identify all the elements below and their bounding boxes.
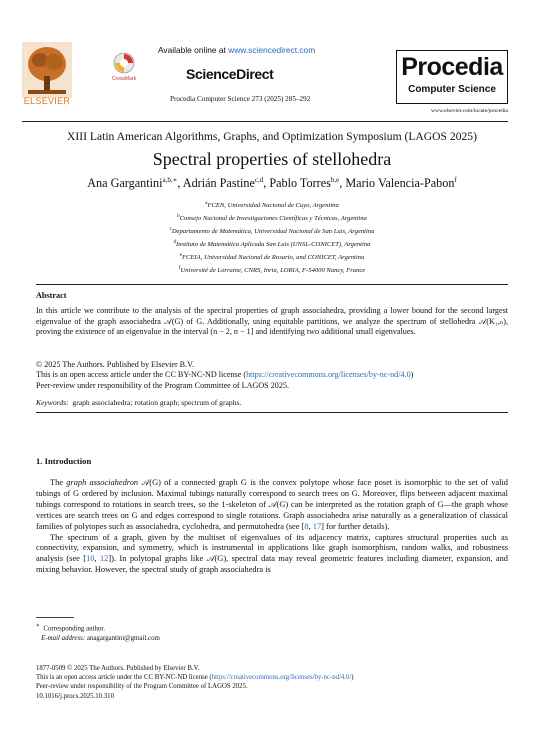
affiliation-line xyxy=(0,238,544,251)
bottom-license-suffix: ) xyxy=(351,674,354,682)
text: , xyxy=(308,521,313,531)
text: , xyxy=(94,554,100,564)
footnote-mark: ∗ xyxy=(36,623,40,629)
text: 𝒜(G) of a connected graph G is the convex polytope whose face poset is isomorphic to the set of valid tubings of G ordered by inclusion. Maximal tubings naturally correspond to search trees on G. Moreover, flips between adjacent maximal tubings correspond to rotations in search trees, so the 1-skeleton of 𝒜(G) can be interpreted as the rotation graph of G—the graph whose vertices are search trees on G and edges correspond to single rotations. Graph associahedra arise naturally as a generalization of classical families of polytopes such as associahedra, cyclohedra, and permutohedra (see [ xyxy=(36,478,508,531)
author-name: Pablo Torres xyxy=(269,176,331,191)
journal-citation: Procedia Computer Science 273 (2025) 285–292 xyxy=(170,95,311,103)
citation-link[interactable]: 12 xyxy=(99,554,109,564)
author-separator: , xyxy=(263,176,270,191)
license-suffix: ) xyxy=(410,370,414,380)
text: ]). In polytopal graphs like 𝒜(G), spectral data may reveal geometric features including diameter, expansion, and mixing behavior. However, the spectral study of graph associahedra is xyxy=(36,554,508,575)
author-list xyxy=(0,176,544,191)
elsevier-tree-logo xyxy=(22,42,72,98)
abstract-heading: Abstract xyxy=(36,291,67,300)
citation-link[interactable]: 17 xyxy=(312,521,322,531)
crossmark-label: CrossMark xyxy=(111,76,137,82)
text: The xyxy=(50,478,67,487)
affiliation-text: FCEN, Universidad Nacional de Cuyo, Argentina xyxy=(207,202,339,210)
affiliation-mark: c xyxy=(169,226,172,232)
license-block xyxy=(36,360,508,391)
affiliation-mark: e xyxy=(179,252,182,258)
footnote xyxy=(36,621,160,644)
affiliation-line xyxy=(0,251,544,264)
corresponding-author-note xyxy=(36,621,160,634)
issn-line: 1877-0509 © 2025 The Authors. Published by Elsevier B.V. xyxy=(36,665,200,672)
license-prefix: This is an open access article under the CC BY-NC-ND license ( xyxy=(36,370,247,380)
doi-line[interactable]: 10.1016/j.procs.2025.10.310 xyxy=(36,692,114,700)
introduction-body xyxy=(36,478,508,576)
affiliation-text: Consejo Nacional de Investigaciones Científicas y Técnicas, Argentina xyxy=(179,215,367,223)
keywords-line xyxy=(36,398,241,407)
affiliation-line xyxy=(0,212,544,225)
license-link[interactable]: https://creativecommons.org/licenses/by-nc-nd/4.0 xyxy=(246,370,411,380)
author-affiliation-marks: a,b,∗ xyxy=(162,176,178,184)
text: The spectrum of a graph, given by the multiset of eigenvalues of its adjacency matrix, captures structural properties such as connectivity, expansion, and symmetry, which is instrumental in applications like graph isomorphism, random walks, and robustness analysis (see [ xyxy=(36,532,508,564)
procedia-logo xyxy=(396,50,508,104)
affiliation-mark: b xyxy=(177,213,180,219)
author-separator: , xyxy=(339,176,346,191)
affiliation-text: Departamento de Matemática, Universidad Nacional de San Luis, Argentina xyxy=(171,228,375,236)
keywords-label: Keywords: xyxy=(36,398,69,407)
copyright-line: © 2025 The Authors. Published by Elsevier B.V. xyxy=(36,360,194,369)
affiliation-text: FCEIA, Universidad Nacional de Rosario, and CONICET, Argentina xyxy=(181,254,365,262)
available-online-line xyxy=(158,45,315,55)
emphasis: graph associahedron xyxy=(66,478,139,487)
email-label: E-mail address: xyxy=(41,635,86,643)
crossmark-icon[interactable] xyxy=(113,52,135,74)
affiliation-mark: d xyxy=(173,239,177,245)
procedia-url[interactable]: www.elsevier.com/locate/procedia xyxy=(431,108,508,114)
abstract-text: In this article we contribute to the analysis of the spectral properties of graph associahedra, providing a lower bound for the second largest eigenvalue of the graph associahedra 𝒜(G) of G. Additionally, using equitable partitions, we analyze the spectrum of stellohedra 𝒜(K₁,ₙ), proving the existence of an eigenvalue in the interval (n − 2, n − 1] and identifying two additional small eigenvalues. xyxy=(36,306,508,336)
email-note xyxy=(36,634,160,644)
affiliation-line xyxy=(0,225,544,238)
affiliation-line xyxy=(0,199,544,212)
author-affiliation-marks: f xyxy=(454,176,457,184)
peer-review-line: Peer-review under responsibility of the Program Committee of LAGOS 2025. xyxy=(36,380,290,390)
affiliation-line xyxy=(0,264,544,277)
procedia-subtitle: Computer Science xyxy=(408,84,496,95)
affiliation-text: Université de Lorraine, CNRS, Inria, LORIA, F-54000 Nancy, France xyxy=(180,267,366,275)
elsevier-wordmark: ELSEVIER xyxy=(23,96,71,106)
available-prefix: Available online at xyxy=(158,45,229,55)
corresponding-author-text: Corresponding author. xyxy=(43,625,105,633)
affiliation-text: Instituto de Matemática Aplicada San Luis (UNSL-CONICET), Argentina xyxy=(176,241,371,249)
bottom-license-prefix: This is an open access article under the CC BY-NC-ND license ( xyxy=(36,674,212,682)
paper-title: Spectral properties of stellohedra xyxy=(152,149,392,169)
abstract-divider-top xyxy=(36,284,508,285)
bottom-license-link[interactable]: https://creativecommons.org/licenses/by-nc-nd/4.0/ xyxy=(211,674,352,682)
citation-link[interactable]: 10 xyxy=(86,554,95,564)
author-affiliation-marks: c,d xyxy=(254,176,264,184)
bottom-license-line xyxy=(36,673,354,682)
symposium-line: XIII Latin American Algorithms, Graphs, and Optimization Symposium (LAGOS 2025) xyxy=(67,130,477,143)
sciencedirect-link[interactable]: www.sciencedirect.com xyxy=(228,45,316,55)
section-heading-introduction: 1. Introduction xyxy=(36,456,92,466)
text: ] for further details). xyxy=(321,521,390,531)
keywords-value: graph associahedra; rotation graph; spectrum of graphs. xyxy=(72,398,242,407)
license-line xyxy=(36,370,508,380)
email-address[interactable]: anagargantini@gmail.com xyxy=(86,635,160,643)
affiliation-mark: a xyxy=(205,201,208,206)
bottom-peer-review-line: Peer-review under responsibility of the Program Committee of LAGOS 2025. xyxy=(36,683,248,691)
sciencedirect-brand: ScienceDirect xyxy=(186,66,274,82)
abstract-divider-bottom xyxy=(36,412,508,413)
author-separator: , xyxy=(177,176,183,191)
author-name: Ana Gargantini xyxy=(87,176,163,191)
affiliation-mark: f xyxy=(178,265,181,271)
publication-info xyxy=(36,664,354,701)
author-name: Mario Valencia-Pabon xyxy=(345,176,455,191)
paragraph-2 xyxy=(36,533,508,577)
affiliation-list xyxy=(0,199,544,277)
paragraph-1 xyxy=(36,478,508,533)
citation-link[interactable]: 8 xyxy=(304,521,309,531)
author-name: Adrián Pastine xyxy=(182,176,255,191)
footnote-divider xyxy=(36,617,74,618)
procedia-title: Procedia xyxy=(401,53,503,81)
author-affiliation-marks: b,e xyxy=(330,176,340,184)
header-divider xyxy=(22,121,508,122)
